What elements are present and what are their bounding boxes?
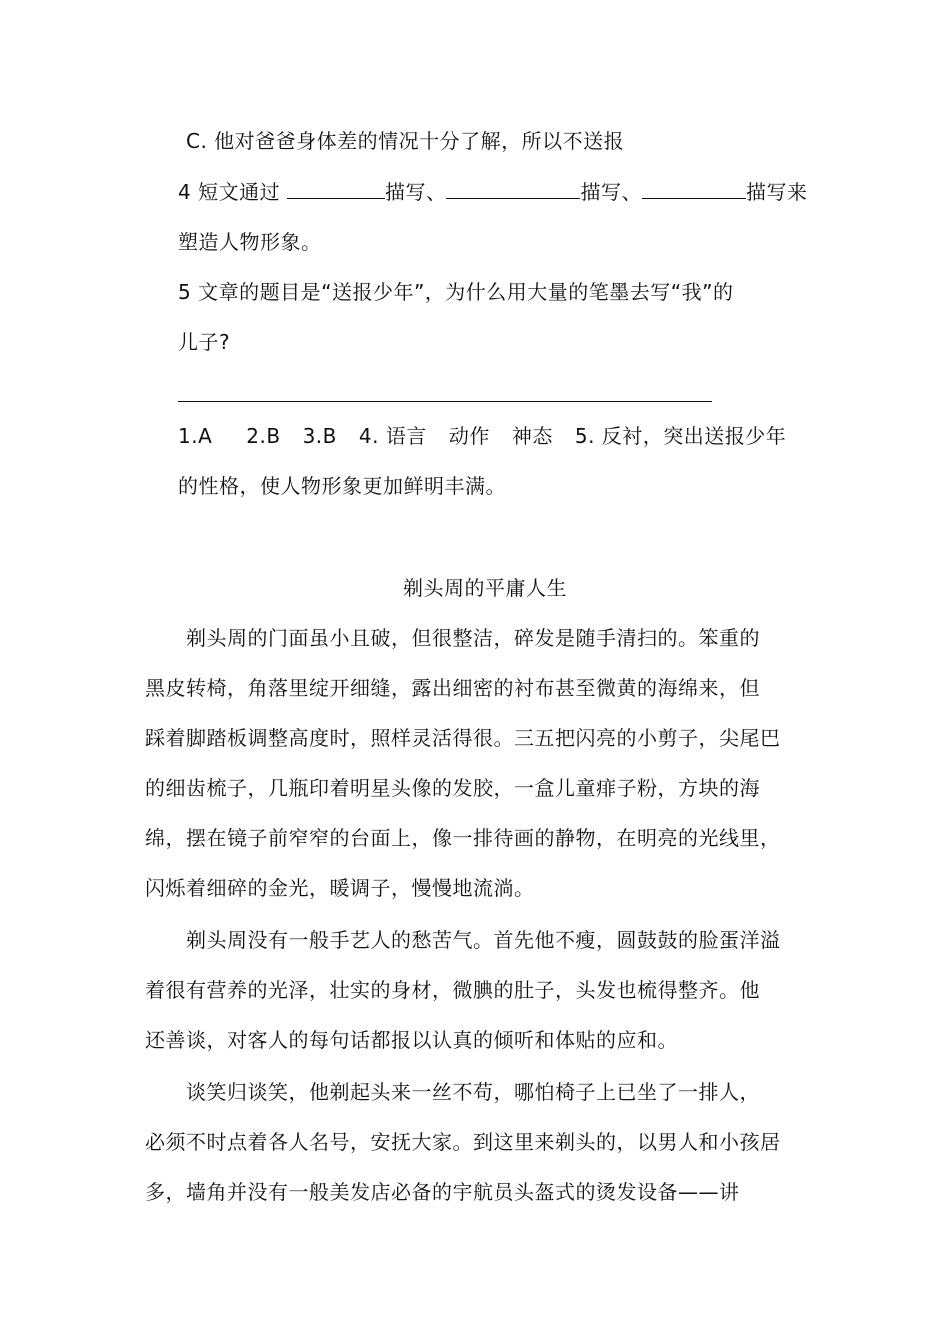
q4-suffix-3: 描写来 <box>745 180 808 204</box>
article-title: 剃头周的平庸人生 <box>403 576 567 600</box>
answer-4-word-2: 动作 <box>448 424 490 448</box>
article-line: 黑皮转椅，角落里绽开细缝，露出细密的衬布甚至微黄的海绵来，但 <box>145 676 760 700</box>
answer-4-word-3: 神态 <box>511 424 553 448</box>
article-line: 闪烁着细碎的金光，暖调子，慢慢地流淌。 <box>145 876 535 900</box>
answer-blank[interactable] <box>642 180 746 199</box>
q3-option-c: C. 他对爸爸身体差的情况十分了解，所以不送报 <box>186 129 625 153</box>
q5-line-2: 儿子? <box>178 330 231 354</box>
q4-line-1 <box>178 180 807 204</box>
article-line: 多，墙角并没有一般美发店必备的宇航员头盔式的烫发设备——讲 <box>145 1180 740 1204</box>
article-line: 还善谈，对客人的每句话都报以认真的倾听和体贴的应和。 <box>145 1028 678 1052</box>
answer-key-line-1 <box>178 424 786 448</box>
answer-5: 5. 反衬，突出送报少年 <box>574 424 787 448</box>
article-line: 剃头周的门面虽小且破，但很整洁，碎发是随手清扫的。笨重的 <box>186 626 760 650</box>
answer-1: 1.A <box>178 424 213 448</box>
answer-line[interactable] <box>178 401 712 402</box>
q4-suffix-2: 描写、 <box>580 180 642 204</box>
answer-blank[interactable] <box>287 180 385 199</box>
q4-suffix-1: 描写、 <box>384 180 447 204</box>
q5-line-1: 5 文章的题目是“送报少年”，为什么用大量的笔墨去写“我”的 <box>178 280 734 304</box>
article-line: 的细齿梳子，几瓶印着明星头像的发胶，一盒儿童痱子粉，方块的海 <box>145 776 760 800</box>
article-line: 必须不时点着各人名号，安抚大家。到这里来剃头的，以男人和小孩居 <box>145 1130 781 1154</box>
answer-key-line-2: 的性格，使人物形象更加鲜明丰满。 <box>178 474 506 498</box>
answer-3: 3.B <box>302 424 337 448</box>
q4-line-2: 塑造人物形象。 <box>178 230 322 254</box>
article-line: 剃头周没有一般手艺人的愁苦气。首先他不瘦，圆鼓鼓的脸蛋洋溢 <box>186 928 781 952</box>
q4-prefix: 4 短文通过 <box>178 180 287 204</box>
answer-blank[interactable] <box>446 180 580 199</box>
answer-4-label: 4. 语言 <box>358 424 427 448</box>
answer-2: 2.B <box>246 424 281 448</box>
article-line: 绵，摆在镜子前窄窄的台面上，像一排待画的静物，在明亮的光线里， <box>145 826 781 850</box>
article-line: 谈笑归谈笑，他剃起头来一丝不苟，哪怕椅子上已坐了一排人， <box>186 1080 760 1104</box>
article-line: 踩着脚踏板调整高度时，照样灵活得很。三五把闪亮的小剪子，尖尾巴 <box>145 726 781 750</box>
article-line: 着很有营养的光泽，壮实的身材，微腆的肚子，头发也梳得整齐。他 <box>145 978 760 1002</box>
